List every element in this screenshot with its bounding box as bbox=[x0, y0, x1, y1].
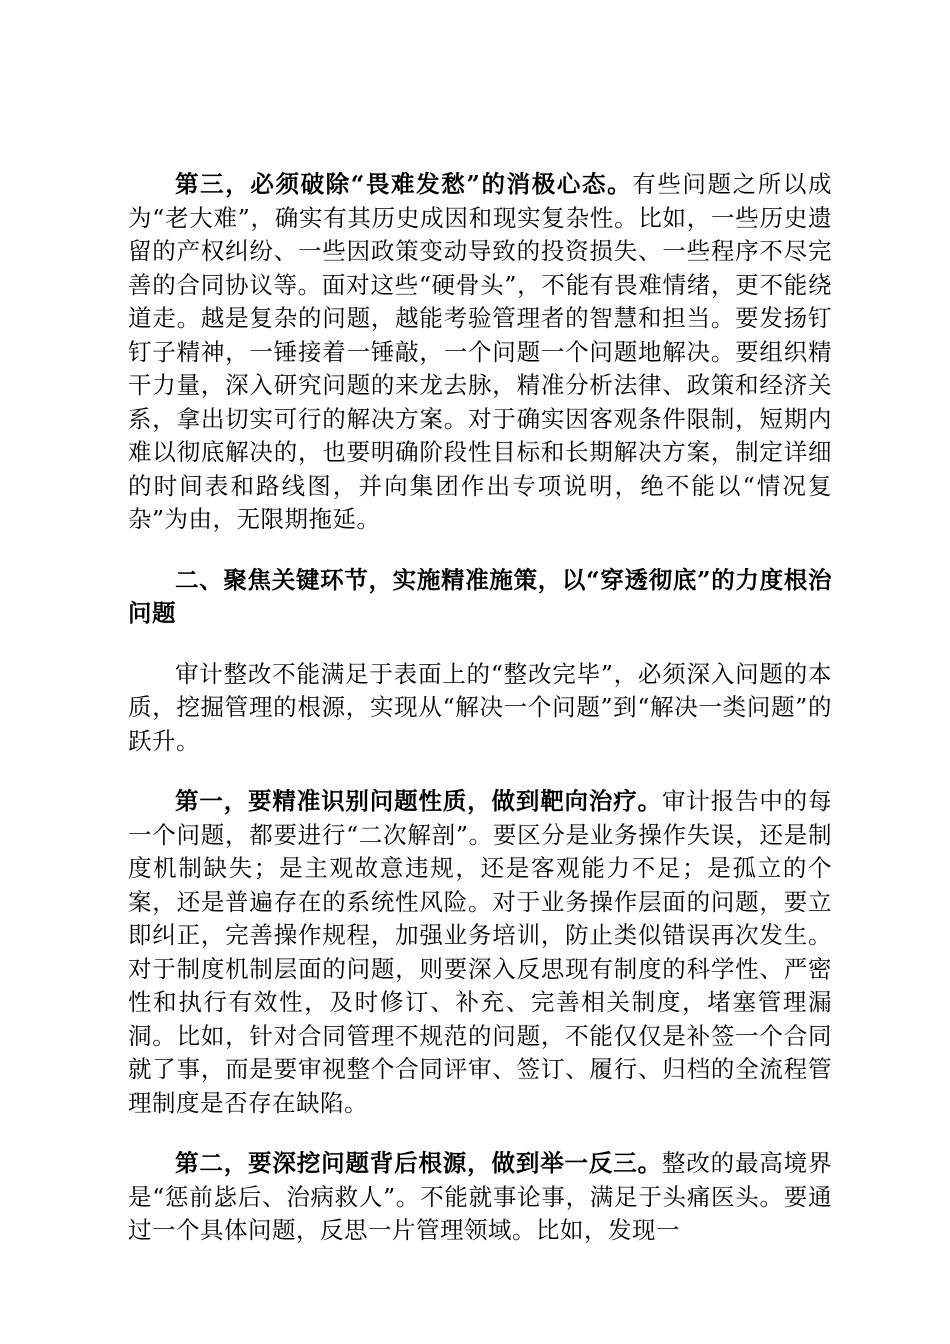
document-page bbox=[128, 168, 832, 1275]
paragraph-body: 有些问题之所以成为“老大难”，确实有其历史成因和现实复杂性。比如，一些历史遗留的产权纠纷、一些因政策变动导致的投资损失、一些程序不尽完善的合同协议等。面对这些“硬骨头”，不能有畏难情绪，更不能绕道走。越是复杂的问题，越能考验管理者的智慧和担当。要发扬钉钉子精神，一锤接着一锤敲，一个问题一个问题地解决。要组织精干力量，深入研究问题的来龙去脉，精准分析法律、政策和经济关系，拿出切实可行的解决方案。对于确实因客观条件限制，短期内难以彻底解决的，也要明确阶段性目标和长期解决方案，制定详细的时间表和路线图，并向集团作出专项说明，绝不能以“情况复杂”为由，无限期拖延。 bbox=[128, 170, 832, 533]
paragraph-lead: 第一，要精准识别问题性质，做到靶向治疗。 bbox=[175, 787, 662, 815]
paragraph-body: 整改的最高境界是“惩前毖后、治病救人”。不能就事论事，满足于头痛医头。要通过一个具体问题，反思一片管理领域。比如，发现一 bbox=[128, 1149, 833, 1244]
paragraph-third-point bbox=[128, 168, 832, 537]
paragraph-lead: 第二，要深挖问题背后根源，做到举一反三。 bbox=[175, 1149, 662, 1177]
paragraph-body: 审计整改不能满足于表面上的“整改完毕”，必须深入问题的本质，挖掘管理的根源，实现从“解决一个问题”到“解决一类问题”的跃升。 bbox=[128, 659, 832, 755]
paragraph-first-point bbox=[128, 785, 832, 1120]
paragraph-body: 审计报告中的每一个问题，都要进行“二次解剖”。要区分是业务操作失误，还是制度机制缺失；是主观故意违规，还是客观能力不足；是孤立的个案，还是普遍存在的系统性风险。对于业务操作层面的问题，要立即纠正，完善操作规程，加强业务培训，防止类似错误再次发生。对于制度机制层面的问题，则要深入反思现有制度的科学性、严密性和执行有效性，及时修订、补充、完善相关制度，堵塞管理漏洞。比如，针对合同管理不规范的问题，不能仅仅是补签一个合同就了事，而是要审视整个合同评审、签订、履行、归档的全流程管理制度是否存在缺陷。 bbox=[128, 787, 833, 1117]
paragraph-intro bbox=[128, 658, 832, 759]
paragraph-second-point bbox=[128, 1147, 832, 1248]
section-heading: 二、聚焦关键环节，实施精准施策，以“穿透彻底”的力度根治问题 bbox=[128, 565, 832, 627]
paragraph-lead: 第三，必须破除“畏难发愁”的消极心态。 bbox=[175, 170, 633, 198]
